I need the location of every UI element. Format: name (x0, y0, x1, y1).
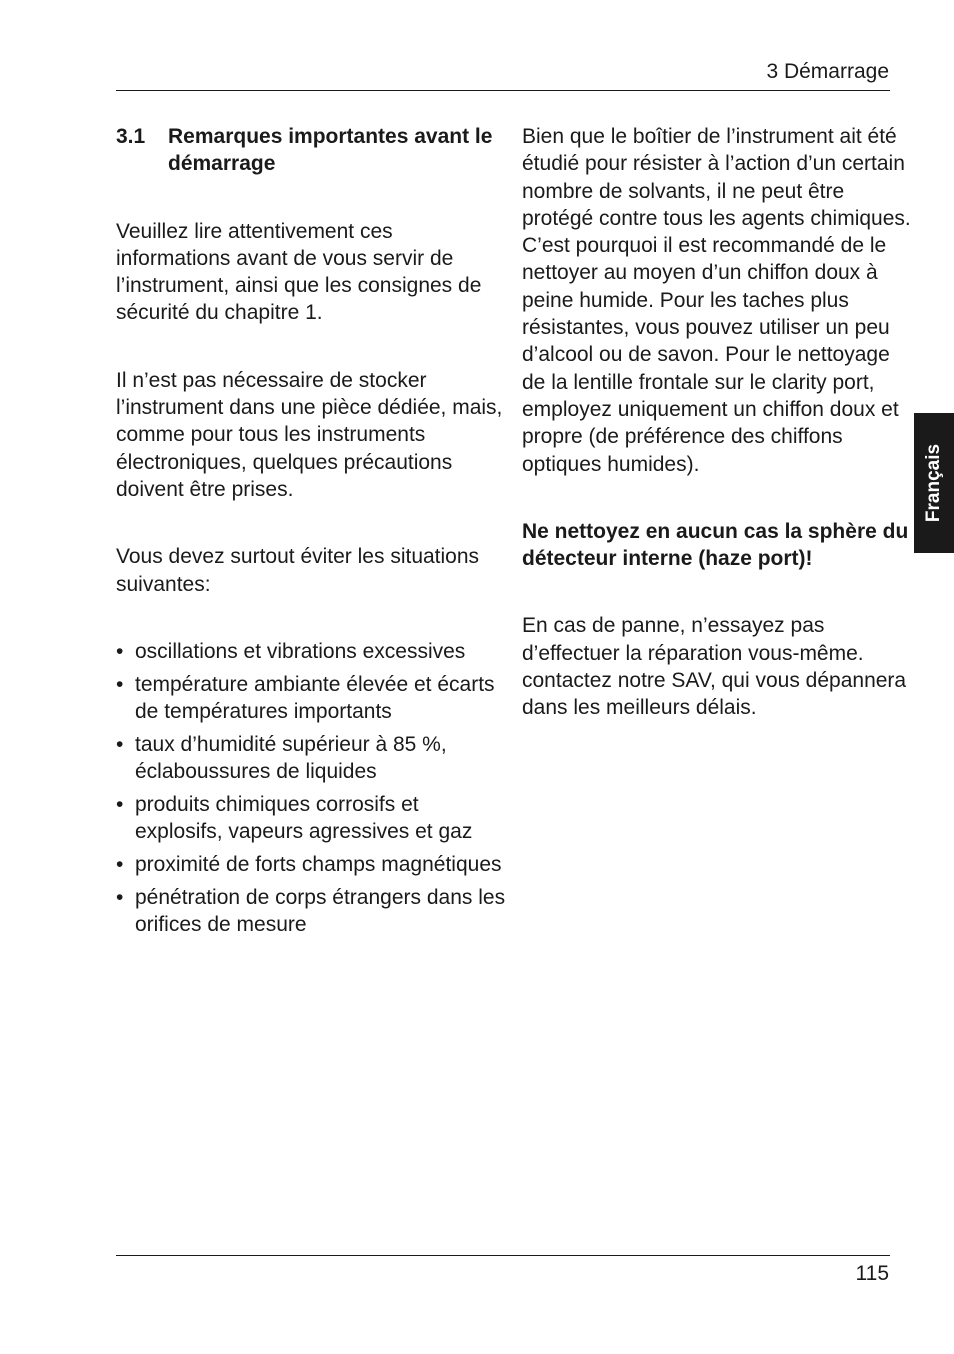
header-rule (116, 90, 890, 91)
language-tab-label: Français (923, 443, 944, 523)
list-item (116, 791, 508, 846)
list-item-text: proximité de forts champs magnétiques (135, 852, 502, 876)
list-item (116, 731, 508, 786)
avoid-list (116, 638, 508, 938)
bullet: • (116, 639, 124, 663)
list-item-text: température ambiante élevée et écarts de températures importants (135, 672, 495, 723)
language-tab (914, 413, 954, 553)
footer-rule (116, 1255, 890, 1256)
list-item (116, 638, 508, 665)
storage-paragraph: Il n’est pas nécessaire de stocker l’instrument dans une pièce dédiée, mais, comme pour tous les instruments électroniques, quelques précautions doivent être prises. (116, 368, 503, 501)
bullet: • (116, 792, 124, 816)
list-item (116, 851, 508, 878)
list-item-text: taux d’humidité supérieur à 85 %, éclaboussures de liquides (135, 732, 447, 784)
section-title: Remarques importantes avant le démarrage (168, 125, 493, 176)
list-item-text: produits chimiques corrosifs et explosifs, vapeurs agressives et gaz (135, 792, 473, 844)
intro-paragraph: Veuillez lire attentivement ces informations avant de vous servir de l’instrument, ainsi que les consignes de sécurité du chapitre 1. (116, 219, 482, 325)
bullet: • (116, 885, 124, 909)
section-number: 3.1 (116, 125, 146, 148)
list-item-text: pénétration de corps étrangers dans les orifices de mesure (135, 885, 506, 937)
page-number: 115 (855, 1262, 889, 1285)
bullet: • (116, 672, 124, 696)
cleaning-paragraph: Bien que le boîtier de l’instrument ait été étudié pour résister à l’action d’un certain nombre de solvants, il ne peut être protégé contre tous les agents chimiques. C’est pourquoi il est recommandé de le nettoyer au moyen d’un chiffon doux à peine humide. Pour les taches plus résistantes, vous pouvez utiliser un peu d’alcool ou de savon. Pour le nettoyage de la lentille frontale sur le clarity port, employez uniquement un chiffon doux et propre (de préférence des chiffons optiques humides). (522, 125, 911, 476)
bullet: • (116, 852, 124, 876)
list-item-text: oscillations et vibrations excessives (135, 639, 466, 663)
right-column (522, 123, 914, 722)
list-item (116, 671, 508, 726)
list-item (116, 884, 508, 939)
service-paragraph: En cas de panne, n’essayez pas d’effectuer la réparation vous-même. contactez notre SAV, qui vous dépannera dans les meilleurs délais. (522, 614, 907, 720)
avoid-paragraph: Vous devez surtout éviter les situations suivantes: (116, 545, 480, 596)
running-header: 3 Démarrage (766, 60, 889, 83)
left-column (116, 123, 508, 944)
bullet: • (116, 732, 124, 756)
section-heading (116, 123, 508, 178)
warning-text: Ne nettoyez en aucun cas la sphère du détecteur interne (haze port)! (522, 519, 909, 571)
